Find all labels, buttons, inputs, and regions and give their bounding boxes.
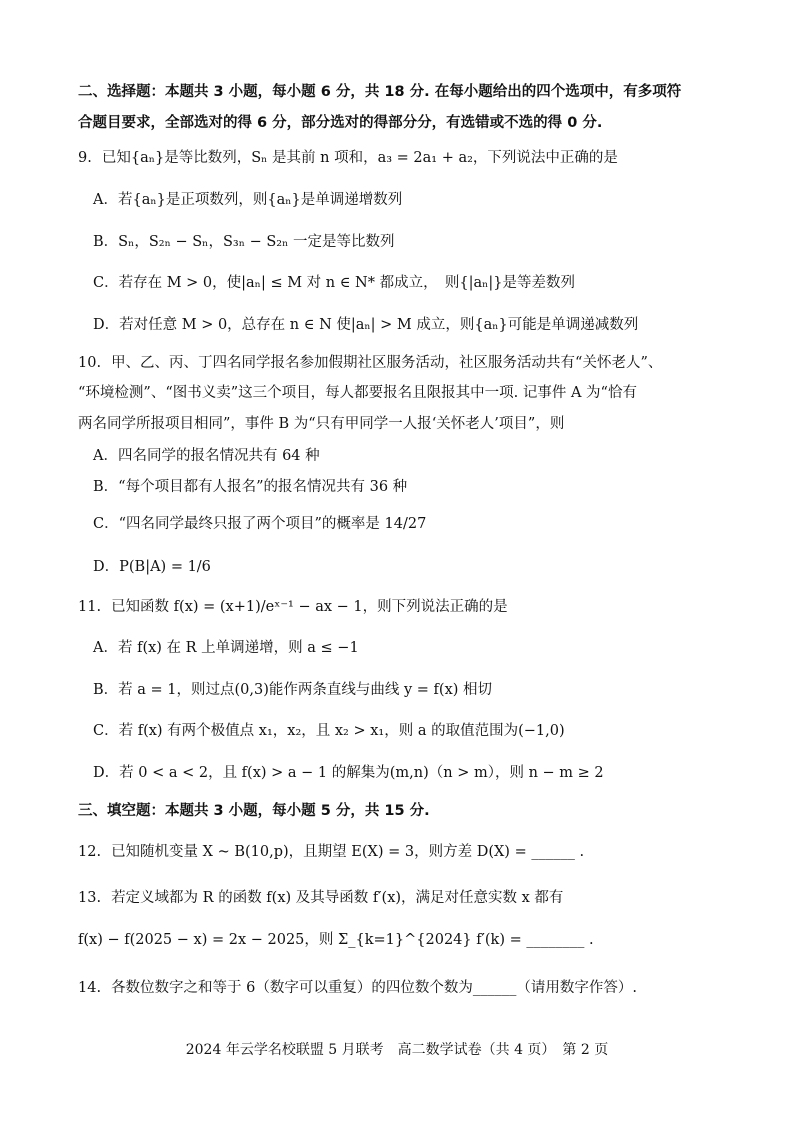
- q11-option-c: [93, 721, 565, 741]
- q9-option-a-text: A．若{aₙ}是正项数列，则{aₙ}是单调递增数列: [93, 192, 403, 208]
- page-footer-text: 2024 年云学名校联盟 5 月联考 高二数学试卷（共 4 页） 第 2 页: [185, 1042, 609, 1058]
- q10-stem-text-1-number: 10.: [78, 355, 102, 371]
- q9-stem-text-number: 9.: [78, 150, 92, 166]
- q10-option-a: [93, 446, 320, 466]
- q13-line-1: [78, 888, 563, 908]
- q11-stem: [78, 597, 508, 617]
- q12: [78, 842, 584, 862]
- q13-line-2: [78, 930, 594, 950]
- q11-option-a-text: A．若 f(x) 在 R 上单调递增，则 a ≤ −1: [93, 640, 359, 656]
- q9-option-d: [93, 315, 638, 335]
- q14-text: 各数位数字之和等于 6（数字可以重复）的四位数个数为______（请用数字作答）.: [111, 980, 638, 996]
- q11-stem-text-number: 11.: [78, 599, 102, 615]
- q11-option-d-text: D．若 0 < a < 2，且 f(x) > a − 1 的解集为(m,n)（n > m），则 n − m ≥ 2: [93, 765, 604, 781]
- section-3-header-text: 三、填空题：本题共 3 小题，每小题 5 分，共 15 分.: [78, 803, 430, 819]
- q10-stem-text-3: 两名同学所报项目相同”，事件 B 为“只有甲同学一人报‘关怀老人’项目”，则: [78, 416, 565, 432]
- q10-option-b-text: B．“每个项目都有人报名”的报名情况共有 36 种: [93, 479, 408, 495]
- q10-stem-line-2: [78, 383, 637, 403]
- q11-option-d: [93, 763, 604, 783]
- q13-text-1-number: 13.: [78, 890, 102, 906]
- q14: [78, 978, 637, 998]
- q10-stem-text-1: 甲、乙、丙、丁四名同学报名参加假期社区服务活动，社区服务活动共有“关怀老人”、: [111, 355, 663, 371]
- q11-option-b: [93, 680, 492, 700]
- q10-stem-text-2: “环境检测”、“图书义卖”这三个项目，每人都要报名且限报其中一项. 记事件 A 为“恰有: [78, 385, 637, 401]
- q10-option-d-text: D．P(B|A) = 1/6: [93, 559, 211, 575]
- q14-text-number: 14.: [78, 980, 102, 996]
- q12-text: 已知随机变量 X ~ B(10,p)，且期望 E(X) = 3，则方差 D(X) = ______ .: [111, 844, 585, 860]
- q10-option-b: [93, 477, 407, 497]
- q9-option-a: [93, 190, 402, 210]
- q13-text-1: 若定义域都为 R 的函数 f(x) 及其导函数 f′(x)，满足对任意实数 x 都有: [111, 890, 564, 906]
- q9-stem-text: 已知{aₙ}是等比数列，Sₙ 是其前 n 项和，a₃ = 2a₁ + a₂，下列说法中正确的是: [101, 150, 618, 166]
- q9-option-d-text: D．若对任意 M > 0，总存在 n ∈ N 使|aₙ| > M 成立，则{aₙ}可能是单调递减数列: [93, 317, 639, 333]
- q10-option-a-text: A．四名同学的报名情况共有 64 种: [93, 448, 320, 464]
- q9-option-b: [93, 232, 394, 252]
- section-2-header-line-2: [78, 113, 602, 133]
- section-2-header-text-1: 二、选择题：本题共 3 小题，每小题 6 分，共 18 分. 在每小题给出的四个选项中，有多项符: [78, 84, 682, 100]
- q9-stem: [78, 148, 618, 168]
- q11-option-a: [93, 638, 359, 658]
- q10-option-c: [93, 514, 426, 534]
- q10-stem-line-3: [78, 414, 564, 434]
- q13-text-2: f(x) − f(2025 − x) = 2x − 2025，则 Σ_{k=1}^{2024} f′(k) = ________ .: [78, 932, 594, 948]
- q10-option-d: [93, 557, 211, 577]
- q11-option-b-text: B．若 a = 1，则过点(0,3)能作两条直线与曲线 y = f(x) 相切: [93, 682, 493, 698]
- q12-text-number: 12.: [78, 844, 102, 860]
- q9-option-c-text: C．若存在 M > 0，使|aₙ| ≤ M 对 n ∈ N* 都成立， 则{|aₙ|}是等差数列: [93, 275, 575, 291]
- q9-option-c: [93, 273, 575, 293]
- q11-stem-text: 已知函数 f(x) = (x+1)/eˣ⁻¹ − ax − 1，则下列说法正确的是: [111, 599, 508, 615]
- section-3-header: [78, 801, 430, 821]
- q10-stem-line-1: [78, 353, 662, 373]
- q9-option-b-text: B．Sₙ，S₂ₙ − Sₙ，S₃ₙ − S₂ₙ 一定是等比数列: [93, 234, 395, 250]
- q10-option-c-text: C．“四名同学最终只报了两个项目”的概率是 14/27: [93, 516, 427, 532]
- q11-option-c-text: C．若 f(x) 有两个极值点 x₁，x₂，且 x₂ > x₁，则 a 的取值范围为(−1,0): [93, 723, 565, 739]
- section-2-header-line-1: [78, 82, 681, 102]
- section-2-header-text-2: 合题目要求，全部选对的得 6 分，部分选对的得部分分，有选错或不选的得 0 分.: [78, 115, 603, 131]
- page-footer: [0, 1039, 794, 1059]
